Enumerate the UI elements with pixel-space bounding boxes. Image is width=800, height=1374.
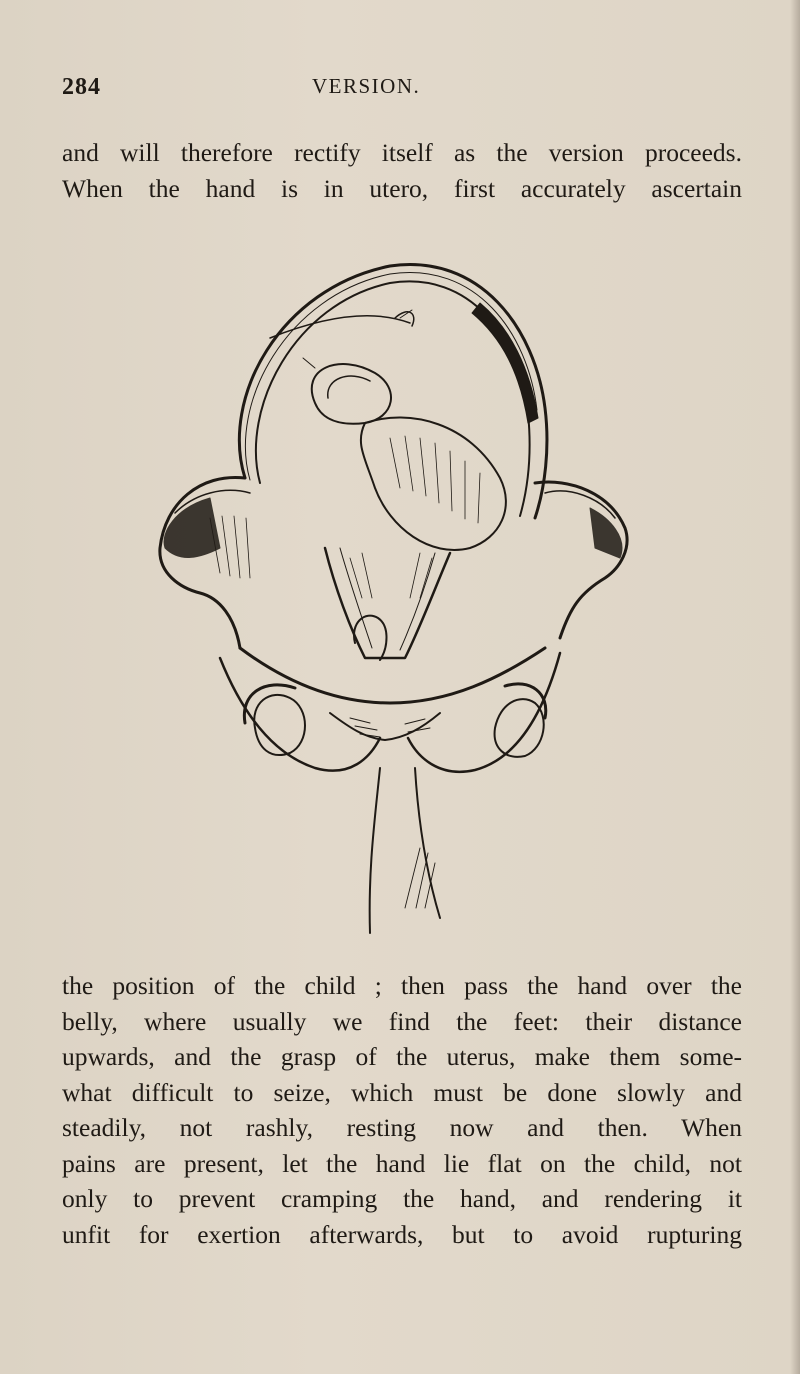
page-number: 284 <box>62 74 101 100</box>
text-line: and will therefore rectify itself as the version proceeds. <box>62 138 742 167</box>
right-iliac-wing <box>535 482 627 638</box>
text-line: what difficult to seize, which must be done slowly and <box>62 1077 742 1107</box>
text-line: only to prevent cramping the hand, and rendering it <box>62 1184 742 1213</box>
pelvic-brim <box>240 648 545 703</box>
hand <box>354 616 386 660</box>
fetus-head <box>312 364 391 424</box>
pelvis-uterus-engraving <box>150 248 640 938</box>
text-line: belly, where usually we find the feet: their distance <box>62 1006 742 1036</box>
left-obturator <box>254 695 305 755</box>
fetus-body <box>361 418 506 550</box>
pubic-symphysis <box>330 713 440 740</box>
text-line: When the hand is in utero, first accurately ascertain <box>62 173 742 203</box>
running-title: VERSION. <box>312 74 421 98</box>
running-head <box>62 74 738 104</box>
text-line: pains are present, let the hand lie flat on the child, not <box>62 1148 742 1178</box>
right-obturator <box>495 699 544 757</box>
text-line: steadily, not rashly, resting now and then. When <box>62 1113 742 1142</box>
text-line: unfit for exertion afterwards, but to avoid rupturing <box>62 1219 742 1249</box>
paragraph-top <box>62 135 742 206</box>
text-line: the position of the child ; then pass the hand over the <box>62 971 742 1000</box>
paragraph-bottom <box>62 968 742 1252</box>
text-line: upwards, and the grasp of the uterus, make them some- <box>62 1042 742 1071</box>
forearm <box>370 768 380 933</box>
page-edge-shadow <box>790 0 800 1374</box>
